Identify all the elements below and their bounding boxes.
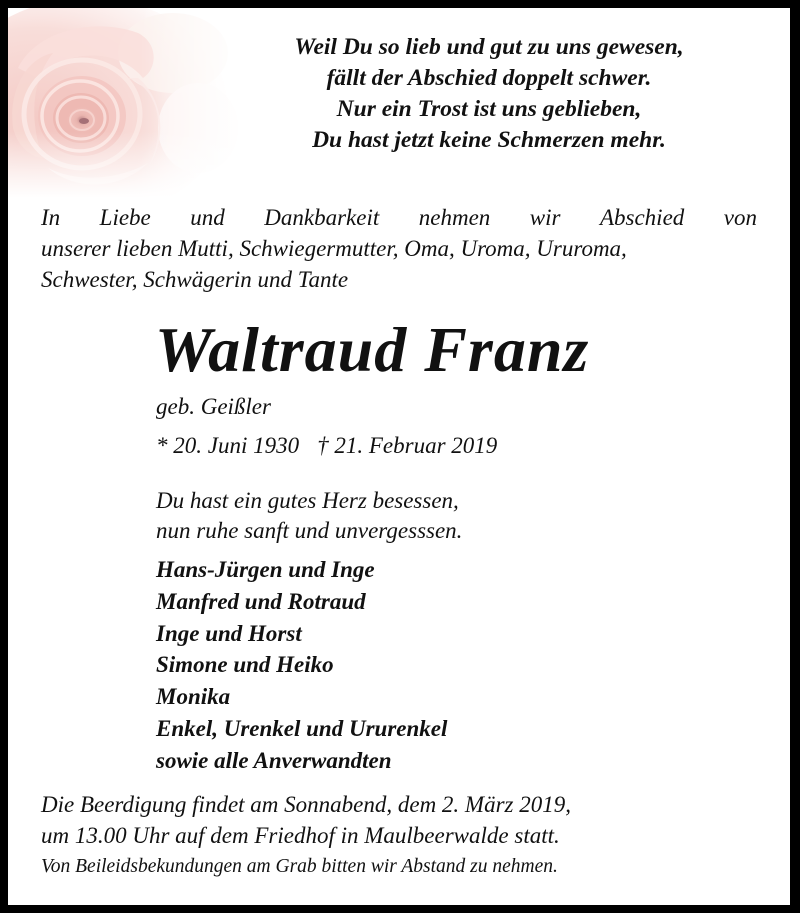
life-dates xyxy=(156,431,497,461)
poem-line: Weil Du so lieb und gut zu uns gewesen, xyxy=(294,34,684,60)
verse-line: nun ruhe sanft und unvergesssen. xyxy=(156,518,463,543)
birth-date: * 20. Juni 1930 xyxy=(156,433,300,458)
mourner-entry: Monika xyxy=(156,684,231,710)
maiden-name: geb. Geißler xyxy=(156,394,271,419)
mourner-entry: Hans-Jürgen und Inge xyxy=(156,557,375,582)
funeral-info xyxy=(41,789,571,851)
mourner-entry: Simone und Heiko xyxy=(156,652,334,678)
intro-word: In xyxy=(41,205,61,230)
mourner-entry: sowie alle Anverwandten xyxy=(156,747,392,773)
mourners-list xyxy=(156,554,447,777)
poem-line: Du hast jetzt keine Schmerzen mehr. xyxy=(312,127,666,153)
poem-line: Nur ein Trost ist uns geblieben, xyxy=(336,96,642,122)
deceased-name: Waltraud Franz xyxy=(155,314,590,385)
rose-image xyxy=(8,8,248,198)
poem-line: fällt der Abschied doppelt schwer. xyxy=(326,65,652,91)
verse xyxy=(156,486,462,546)
intro-line-3: Schwester, Schwägerin und Tante xyxy=(41,267,349,292)
mourner-entry: Manfred und Rotraud xyxy=(156,588,366,614)
funeral-line: um 13.00 Uhr auf dem Friedhof in Maulbeerwalde statt. xyxy=(41,823,560,848)
intro-line-2: unserer lieben Mutti, Schwiegermutter, Oma, Uroma, Ururoma, xyxy=(41,236,627,261)
condolence-note: Von Beileidsbekundungen am Grab bitten wir Abstand zu nehmen. xyxy=(41,856,558,877)
mourner-entry: Enkel, Urenkel und Ururenkel xyxy=(156,715,448,741)
intro-word: Dankbarkeit xyxy=(264,205,380,230)
intro-word: von xyxy=(723,205,757,230)
intro-word: Abschied xyxy=(599,205,685,230)
verse-line: Du hast ein gutes Herz besessen, xyxy=(156,488,459,513)
funeral-line: Die Beerdigung findet am Sonnabend, dem 2. März 2019, xyxy=(41,792,571,817)
intro-text xyxy=(41,202,757,295)
intro-word: Liebe xyxy=(99,205,151,230)
poem xyxy=(238,32,740,156)
intro-word: wir xyxy=(529,205,561,230)
intro-word: nehmen xyxy=(418,205,491,230)
mourner-entry: Inge und Horst xyxy=(156,620,302,646)
death-date: † 21. Februar 2019 xyxy=(317,433,498,458)
intro-word: und xyxy=(190,205,225,230)
obituary-page xyxy=(8,8,790,905)
intro-line-1 xyxy=(41,202,757,233)
